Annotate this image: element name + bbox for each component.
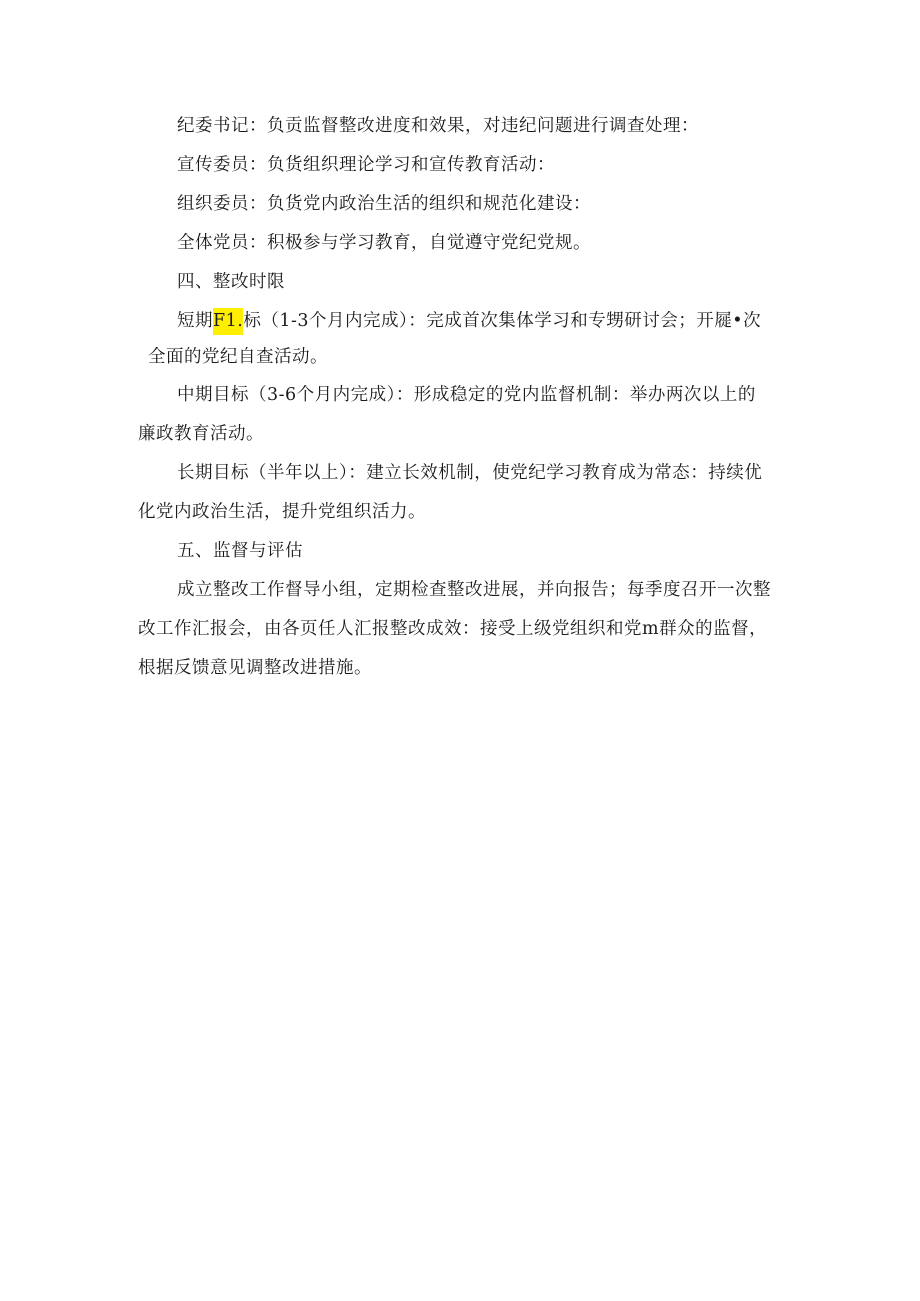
short-term-prefix: 短期 — [177, 311, 213, 331]
paragraph-organization-member: 组织委员：负货党内政治生活的组织和规范化建设： — [177, 194, 591, 214]
paragraph-short-term-cont: 全面的党纪自查活动。 — [148, 347, 328, 367]
section-heading-supervision: 五、监督与评估 — [177, 541, 303, 561]
paragraph-supervision: 成立整改工作督导小组，定期检查整改进展，并向报告；每季度召开一次整 — [177, 580, 771, 600]
highlighted-text: F1. — [213, 308, 243, 335]
paragraph-long-term-cont: 化党内政治生活，提升党组织活力。 — [138, 502, 426, 522]
paragraph-propaganda-member: 宣传委员：负货组织理论学习和宣传教育活动： — [177, 155, 555, 175]
paragraph-mid-term-cont: 廉政教育活动。 — [138, 424, 264, 444]
paragraph-supervision-cont-2: 根据反馈意见调整改进措施。 — [138, 658, 372, 678]
paragraph-all-members: 全体党员：积极参与学习教育，自觉遵守党纪党规。 — [177, 233, 591, 253]
paragraph-mid-term: 中期目标（3-6个月内完成）：形成稳定的党内监督机制：举办两次以上的 — [177, 385, 756, 405]
short-term-rest: 标（1-3个月内完成）：完成首次集体学习和专甥研讨会；开屣•次 — [243, 311, 762, 331]
paragraph-supervision-cont-1: 改工作汇报会，由各页任人汇报整改成效：接受上级党组织和党m群众的监督， — [138, 619, 768, 639]
paragraph-short-term — [177, 309, 761, 333]
section-heading-timeline: 四、整改时限 — [177, 272, 285, 292]
paragraph-long-term: 长期目标（半年以上）：建立长效机制，使党纪学习教育成为常态：持续优 — [177, 463, 763, 483]
paragraph-discipline-secretary: 纪委书记：负贡监督整改进度和效果，对违纪问题进行调查处理： — [177, 116, 699, 136]
